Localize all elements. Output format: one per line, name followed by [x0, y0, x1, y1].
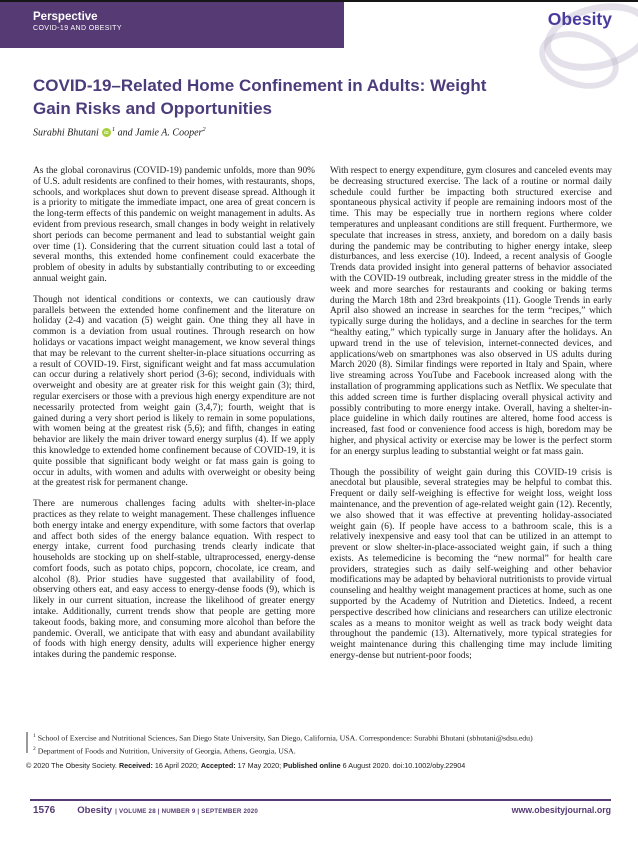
- footer-issue-info: | VOLUME 28 | NUMBER 9 | SEPTEMBER 2020: [115, 808, 259, 815]
- paragraph: With respect to energy expenditure, gym closures and canceled events may be decreasing structured exercise. The lack of a routine or normal daily schedule could further be impacting both structured exercise and spontaneous physical activity if people are remaining indoors most of the time. This may be especially true in northern regions where colder temperatures and unpleasant conditions are still frequent. Furthermore, we speculate that increases in stress, anxiety, and boredom on a daily basis during the pandemic may be contributing to higher energy intake, sleep disturbances, and less exercise (10). Indeed, a recent analysis of Google Trends data provided insight into general patterns of behavior associated with the COVID-19 outbreak, including greater stress in the middle of the week and more searches for restaurants and cooking or baking terms during the March 18th and 23rd breakpoints (11). Google Trends in early April also showed an increase in searches for the term “recipes,” which typically surge during the holidays, and a decline in searches for the term “healthy eating,” which typically surge in January after the holidays. An upward trend in the use of television, internet-connected devices, and applications/web on smartphones was also observed in US adults during March 2020 (8). Similar findings were reported in Italy and Spain, where live streaming across YouTube and Facebook increased along with the installation of programming applications such as Netflix. We speculate that this added screen time is further displacing overall physical activity and possibly contributing to more energy intake. Overall, having a shelter-in-place guideline in which daily routines are altered, home food access is increased, fast food or convenience food access is high, boredom may be higher, and physical activity or exercise may be lower is the perfect storm for an energy surplus leading to substantial weight or fat mass gain.: [330, 166, 612, 457]
- author-line: [33, 126, 593, 138]
- paragraph: Though the possibility of weight gain during this COVID-19 crisis is anecdotal but plausible, several strategies may be helpful to combat this. Frequent or daily self-weighing is effective for weight loss, weight loss maintenance, and the prevention of age-related weight gain (12). Recently, we also showed that it was effective at preventing holiday-associated weight gain (6). If people have access to a bathroom scale, this is a relatively inexpensive and easy tool that can be utilized in an attempt to prevent or slow shelter-in-place-associated weight gain, if such a thing exists. As telemedicine is becoming the “new normal” for health care providers, strategies such as daily self-weighing and other behavior modifications may be adapted by behavioral nutritionists to provide virtual counseling and healthy weight management practices at home, such as one supported by the Academy of Nutrition and Dietetics. Indeed, a recent perspective described how clinicians and researchers can utilize electronic scales as a means to monitor weight as well as track body weight data throughout the pandemic (13). Alternatively, more typical strategies for weight maintenance during this challenging time may include limiting energy-dense but nutrient-poor foods;: [330, 467, 612, 662]
- page-footer: [33, 805, 611, 816]
- footer-website: www.obesityjournal.org: [511, 805, 611, 815]
- paragraph: As the global coronavirus (COVID-19) pandemic unfolds, more than 90% of U.S. adult residents are confined to their homes, with restaurants, shops, schools, and workplaces shut down to prevent disease spread. Although it is a priority to mitigate the immediate impact, one area of great concern is the long-term effects of this pandemic on weight management in adults. As evident from previous research, small changes in body weight in relatively short periods can become permanent and lead to substantial weight gain over time (1). Considering that the current situation could last a total of several months, this extended home confinement could exacerbate the problem of obesity in adults by substantially contributing to or exceeding annual weight gain.: [33, 166, 315, 284]
- affiliation-sup: 2: [33, 746, 36, 753]
- author-1-affil-sup: 1: [111, 126, 116, 133]
- author-2-affil-sup: 2: [202, 126, 206, 133]
- copyright-segment: 6 August 2020. doi:10.1002/oby.22904: [340, 761, 466, 770]
- body-columns: [33, 166, 613, 728]
- journal-logo-text: Obesity: [547, 9, 612, 29]
- section-label: Perspective: [33, 11, 98, 23]
- page-number: 1576: [33, 805, 56, 816]
- title-line: Gain Risks and Opportunities: [33, 99, 272, 118]
- paragraph: There are numerous challenges facing adults with shelter-in-place practices as they relate to weight management. These challenges influence both energy intake and energy expenditure, with some factors that overlap and affect both sides of the energy balance equation. With respect to energy intake, current food purchasing trends clearly indicate that households are stocking up on shelf-stable, ultraprocessed, energy-dense comfort foods, such as potato chips, popcorn, chocolate, ice cream, and alcohol (8). Prior studies have suggested that availability of food, observing others eat, and easy access to energy-dense foods (9), which is likely in our current situation, increase the likelihood of greater energy intake. Additionally, current trends show that people are getting more takeout foods, baking more, and consuming more alcohol than before the pandemic. Overall, we anticipate that with easy and abundant availability of foods with high energy density, adults will experience higher energy intakes during the pandemic response.: [33, 499, 315, 661]
- affiliation-divider: [26, 732, 28, 753]
- orcid-icon: iD: [102, 128, 111, 137]
- journal-logo: [508, 0, 638, 80]
- copyright-segment: 16 April 2020;: [152, 761, 201, 770]
- affiliation-sup: 1: [33, 733, 36, 739]
- author-2-name: Jamie A. Cooper: [135, 127, 203, 139]
- footer-journal-name: Obesity: [77, 805, 113, 816]
- affiliation-line: $^2$ Department of Foods and Nutrition, University of Georgia, Athens, Georgia, USA.: [33, 746, 296, 756]
- copyright-segment: 17 May 2020;: [235, 761, 284, 770]
- right-column: [330, 166, 612, 728]
- title-line: COVID-19–Related Home Confinement in Adults: Weight: [33, 76, 487, 95]
- paragraph: Though not identical conditions or contexts, we can cautiously draw parallels between the extended home confinement and the literature on holiday (2-4) and vacation (5) weight gain. One thing they all have in common is a deviation from usual routines. Through research on how holidays or vacations impact weight management, we know several things that may be relevant to the current shelter-in-place situations occurring as a result of COVID-19. First, significant weight and fat mass accumulation can occur during a relatively short period (3-6); second, individuals with overweight and obesity are at greater risk for this weight gain (3); third, regular exercisers or those with a previous high energy expenditure are not necessarily protected from weight gain (3,4,7); fourth, weight that is gained during a very short period is likely to remain in some populations, with women being at the greatest risk (5,6); and fifth, changes in eating behavior are likely the main driver toward energy surplus (4). If we apply this knowledge to extended home confinement because of COVID-19, it is quite possible that significant body weight or fat mass gain is going to occur in adults, with women and adults with overweight or obesity being at the greatest risk for permanent change.: [33, 294, 315, 489]
- section-sublabel: COVID-19 AND OBESITY: [33, 25, 122, 32]
- copyright-segment: Received:: [118, 761, 153, 770]
- copyright-segment: © 2020 The Obesity Society.: [26, 761, 119, 770]
- left-column: [33, 166, 315, 728]
- footer-divider: [30, 799, 611, 801]
- copyright-segment: Published online: [283, 761, 341, 770]
- page-title: [33, 74, 593, 120]
- affiliation-line: $^1$ School of Exercise and Nutritional Sciences, San Diego State University, San Diego, California, USA. Correspondence: Surabhi Bhutani (sbhutani@sdsu.edu): [33, 733, 533, 743]
- copyright-segment: Accepted:: [200, 761, 236, 770]
- section-banner: [0, 2, 344, 48]
- affiliations: [33, 731, 618, 757]
- copyright-line: [26, 761, 616, 770]
- author-1-name: Surabhi Bhutani: [33, 127, 99, 139]
- author-connector: and: [115, 127, 136, 139]
